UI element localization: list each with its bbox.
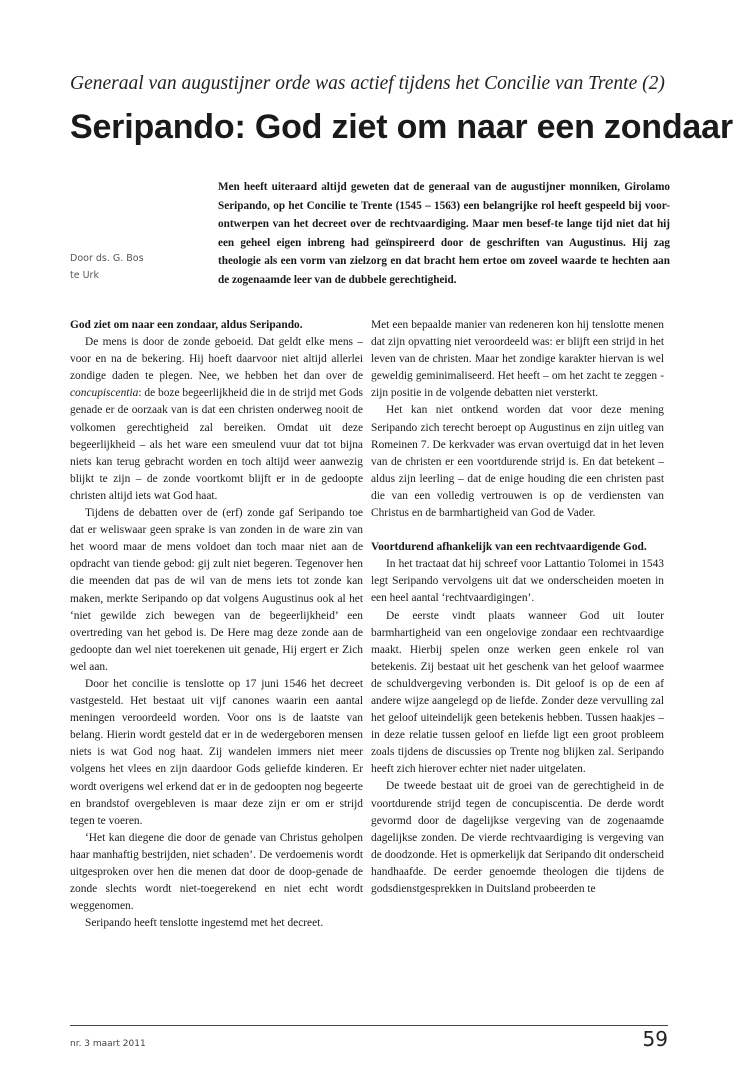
footer-divider [70,1025,668,1026]
paragraph: Tijdens de debatten over de (erf) zonde gaf Seripando toe dat er weliswaar geen sprake is van zonden in de ware zin van het woord maar de mens voldoet dan toch maar niet aan de opdracht van tiende gebod: gij zult niet begeren. Tegenover hen die meenden dat pas de wil van de mens iets tot zonde kan maken, merkte Seripando op dat volgens Augustinus ook al het ‘niet gewilde zich bewegen van de begeerlijkheid’ een overtreding van het gebod is. De Here mag deze zonde aan de gedoopte dan wel niet toerekenen uit genade, Hij ergert er Zich wel aan. [70,507,363,673]
author-location: te Urk [70,270,99,281]
paragraph-text: : de boze begeerlijkheid die in de strijd met Gods genade er de oorzaak van is dat een christen onderweg nooit de volkomen gerechtigheid zal bereiken. Omdat uit deze begeerlijkheid – als het ware een smeulend vuur dat tot bijna niets kan terug gebracht worden en toch altijd weer aanwezig blijkt te zijn – de zonde voortkomt blijft er in de gedoopte christen altijd iets wat God haat. [70,387,363,502]
section-heading: God ziet om naar een zondaar, aldus Seripando. [70,319,303,331]
text-column-left [70,317,363,932]
paragraph-text: De mens is door de zonde geboeid. Dat geldt elke mens – voor en na de bekering. Hij hoeft daarvoor niet altijd allerlei zondige daden te plegen. Nee, we hebben het dan over de [70,336,363,383]
paragraph: Seripando heeft tenslotte ingestemd met het decreet. [85,917,324,930]
issue-info: nr. 3 maart 2011 [70,1039,146,1049]
emphasis-term: concupiscentia [70,387,139,400]
article-subtitle: Generaal van augustijner orde was actief tijdens het Concilie van Trente (2) [70,73,665,94]
paragraph: De eerste vindt plaats wanneer God uit louter barmhartigheid van een ongelovige zondaar een rechtvaardige maakt. Hierbij spelen onze werken geen enkele rol van betekenis. Zij bestaat uit het geschenk van het geloof waarmee de schuldvergeving verbonden is. Dit geloof is op de een af andere wijze aangelegd op de liefde. Zonder deze vervulling zal het geloof uiteindelijk geen betekenis hebben. Tussen haakjes – in deze relatie tussen geloof en liefde ligt een groot probleem zoals tijdens de discussies op Trente nog blijken zal. Seripando heeft zich hierover echter niet nader uitgelaten. [371,609,664,776]
page-number: 59 [642,1027,668,1051]
text-column-right [371,317,664,898]
author-byline [70,250,200,284]
article-intro: Men heeft uiteraard altijd geweten dat de generaal van de augustijner monniken, Girolamo Seripando, op het Concilie te Trente (1545 – 1563) een belangrijke rol heeft gespeeld bij voor-ontwerpen van het decreet over de rechtvaardiging. Maar men besef-te lange tijd niet dat hij een geheel eigen inbreng had geïnspireerd door de geschriften van Augustinus. Hij zag theologie als een vorm van zielzorg en dat bracht hem ertoe om zoveel waarde te hechten aan de zogenaamde leer van de dubbele gerechtigheid. [218,181,670,286]
section-spacer [371,522,664,539]
paragraph: Het kan niet ontkend worden dat voor deze mening Seripando zich terecht beroept op Augustinus en zijn uitleg van Romeinen 7. De kerkvader was ervan overtuigd dat in het leven van de christen er een voortdurende strijd is. En dat betekent – aldus zijn leerling – dat de enige houding die een christen past die van een volledig vertrouwen is op de verdiensten van Christus en de barmhartigheid van God de Vader. [371,404,664,520]
paragraph: ‘Het kan diegene die door de genade van Christus geholpen haar manhaftig bestrijden, niet schaden’. De verdoemenis wordt uitgesproken over hen die menen dat door de doop-genade de zonde slechts wordt niet-toegerekend en niet echt wordt weggenomen. [70,831,363,913]
author-name: Door ds. G. Bos [70,253,144,264]
paragraph: In het tractaat dat hij schreef voor Lattantio Tolomei in 1543 legt Seripando vervolgens uit dat we onderscheiden moeten in een heel aantal ‘rechtvaardigingen’. [371,558,664,605]
paragraph: Door het concilie is tenslotte op 17 juni 1546 het decreet vastgesteld. Het bestaat uit vijf canones waarin een aantal meningen veroordeeld worden. Voor ons is de laatste van belang. Hierin wordt gesteld dat er in de wedergeboren mensen niets is wat God nog haat. Zij wandelen immers niet meer volgens het vlees en zijn daardoor Gods geliefde kinderen. Er wordt overigens wel erkend dat er in de gedoopten nog begeerte en brandstof overgebleven is maar deze zijn er om er strijd tegen te voeren. [70,677,363,827]
article-title: Seripando: God ziet om naar een zondaar [70,108,733,146]
paragraph: De tweede bestaat uit de groei van de gerechtigheid in de voortdurende strijd tegen de concupiscentia. De derde wordt gevormd door de dagelijkse vergeving van de zogenaamde dagelijkse zonden. De vierde rechtvaardiging is vergeving van de doodzonde. Het is opmerkelijk dat Seripando dit onderscheid handhaafde. De eerder genoemde theologen die tijdens de godsdienstgesprekken in Duitsland probeerden te [371,780,664,895]
paragraph: Met een bepaalde manier van redeneren kon hij tenslotte menen dat zijn opvatting niet veroordeeld was: er blijft een strijd in het leven van de christen. Maar het zondige karakter hiervan is wel geweldig geminimaliseerd. Het heeft – om het zacht te zeggen - zijn positie in de volgende debatten niet versterkt. [371,319,664,400]
paragraph [70,334,363,505]
section-heading: Voortdurend afhankelijk van een rechtvaardigende God. [371,541,647,554]
